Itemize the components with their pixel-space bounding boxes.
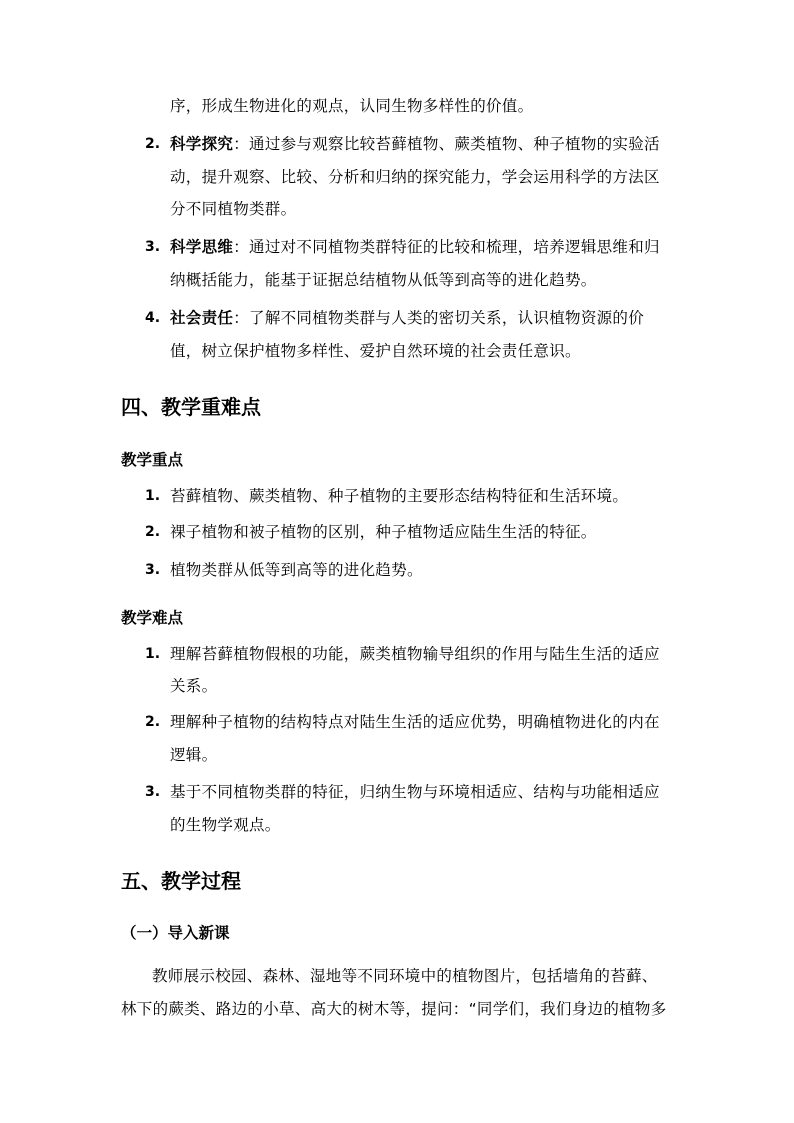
diff-1-line-2: 关系。 [170, 677, 218, 695]
diff-3-number: 3. [145, 784, 161, 800]
goal-4-line-1: 社会责任：了解不同植物类群与人类的密切关系，认识植物资源的价 [170, 309, 645, 327]
section-4-title: 四、教学重难点 [121, 395, 261, 419]
diff-2-number: 2. [145, 714, 161, 730]
goal-3-number: 3. [145, 239, 161, 255]
goal-4-number: 4. [145, 310, 161, 326]
goal-4-line-2: 值，树立保护植物多样性、爱护自然环境的社会责任意识。 [170, 342, 581, 360]
diff-1-line-1: 理解苔藓植物假根的功能，蕨类植物输导组织的作用与陆生生活的适应 [170, 645, 660, 663]
intro-para-line-1: 教师展示校园、森林、湿地等不同环境中的植物图片，包括墙角的苔藓、 [152, 967, 658, 985]
goal-3-term: 科学思维 [170, 238, 234, 256]
key-2-number: 2. [145, 524, 161, 540]
diff-1-number: 1. [145, 646, 161, 662]
diff-2-line-2: 逻辑。 [170, 746, 218, 764]
key-3-text: 植物类群从低等到高等的进化趋势。 [170, 561, 423, 579]
goal-2-term: 科学探究 [170, 135, 234, 153]
intro-para-line-2: 林下的蕨类、路边的小草、高大的树木等，提问：“同学们，我们身边的植物多 [121, 1000, 667, 1018]
key-points-heading: 教学重点 [121, 451, 184, 469]
goal-4-term: 社会责任 [170, 309, 234, 327]
diff-2-line-1: 理解种子植物的结构特点对陆生生活的适应优势，明确植物进化的内在 [170, 713, 660, 731]
section-5-title: 五、教学过程 [121, 869, 241, 893]
key-1-number: 1. [145, 488, 161, 504]
goal-3-line-1: 科学思维：通过对不同植物类群特征的比较和梳理，培养逻辑思维和归 [170, 238, 660, 256]
goal-2-line-2: 动，提升观察、比较、分析和归纳的探究能力，学会运用科学的方法区 [170, 168, 660, 186]
goal-2-line-1: 科学探究：通过参与观察比较苔藓植物、蕨类植物、种子植物的实验活 [170, 135, 660, 153]
diff-3-line-1: 基于不同植物类群的特征，归纳生物与环境相适应、结构与功能相适应 [170, 783, 660, 801]
goal-3-line-2: 纳概括能力，能基于证据总结植物从低等到高等的进化趋势。 [170, 271, 597, 289]
goal-2-line-3: 分不同植物类群。 [170, 200, 297, 218]
key-2-text: 裸子植物和被子植物的区别，种子植物适应陆生生活的特征。 [170, 523, 597, 541]
intro-subheading: （一）导入新课 [121, 924, 230, 942]
key-3-number: 3. [145, 562, 161, 578]
goal-1-continuation: 序，形成生物进化的观点，认同生物多样性的价值。 [170, 97, 534, 115]
diff-3-line-2: 的生物学观点。 [170, 816, 281, 834]
goal-2-number: 2. [145, 136, 161, 152]
key-1-text: 苔藓植物、蕨类植物、种子植物的主要形态结构特征和生活环境。 [170, 487, 629, 505]
difficult-points-heading: 教学难点 [121, 609, 184, 627]
